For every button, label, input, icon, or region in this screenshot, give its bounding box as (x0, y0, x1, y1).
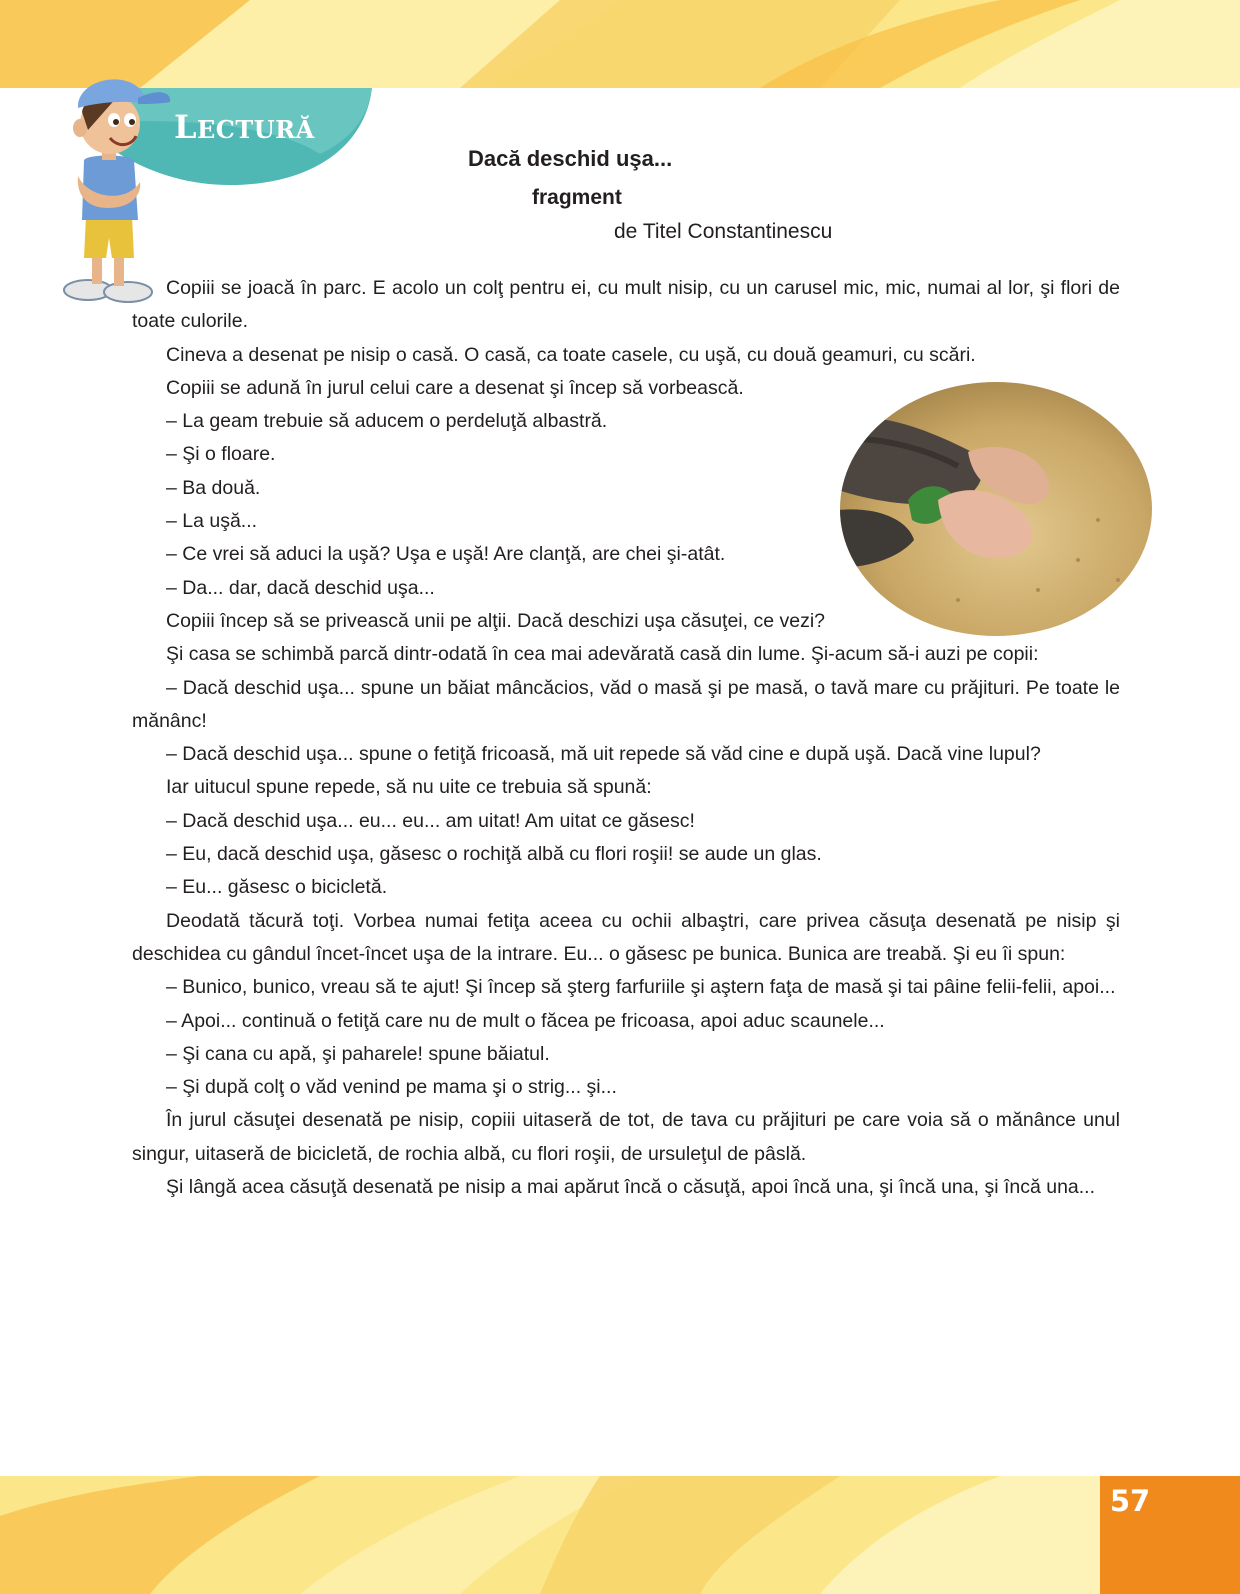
story-paragraph: Deodată tăcură toţi. Vorbea numai fetiţa aceea cu ochii albaştri, care privea căsuţa desenată pe nisip şi deschidea cu gândul încet-încet uşa de la intrare. Eu... o găsesc pe bunica. Bunica are treabă. Şi eu îi spun: (132, 909, 1120, 965)
dialogue-line: – Dacă deschid uşa... spune o fetiţă fricoasă, mă uit repede să văd cine e după uşă. Dacă vine lupul? (166, 743, 1041, 766)
section-label: LECTURĂ (174, 108, 315, 146)
dialogue-line: – Ba două. (166, 476, 261, 499)
dialogue-line: – Dacă deschid uşa... spune un băiat mâncăcios, văd o masă şi pe masă, o tavă mare cu prăjituri. Pe toate le mănânc! (132, 676, 1120, 732)
dialogue-line: – La uşă... (166, 510, 258, 533)
story-paragraph: În jurul căsuţei desenată pe nisip, copiii uitaseră de tot, de tava cu prăjituri pe care voia să o mănânce unul singur, uitaseră de bicicletă, de rochia albă, cu flori roşii, de ursuleţul de pâslă. (132, 1109, 1120, 1165)
story-body (132, 272, 1120, 1204)
bottom-decorative-band (0, 1476, 1240, 1594)
story-paragraph: Iar uitucul spune repede, să nu uite ce trebuia să spună: (166, 776, 652, 799)
dialogue-line: – La geam trebuie să aducem o perdeluţă albastră. (166, 410, 608, 433)
dialogue-line: – Şi cana cu apă, şi paharele! spune băiatul. (166, 1042, 550, 1065)
dialogue-line: – Ce vrei să aduci la uşă? Uşa e uşă! Are clanţă, are chei şi-atât. (166, 543, 726, 566)
story-paragraph: Şi lângă acea căsuţă desenată pe nisip a mai apărut încă o căsuţă, apoi încă una, şi încă una, şi încă una... (166, 1176, 1096, 1199)
story-author: de Titel Constantinescu (614, 220, 833, 243)
story-paragraph: Cineva a desenat pe nisip o casă. O casă, ca toate casele, cu uşă, cu două geamuri, cu scări. (166, 343, 976, 366)
dialogue-line: – Apoi... continuă o fetiţă care nu de mult o făcea pe fricoasa, apoi aduc scaunele... (166, 1009, 885, 1032)
dialogue-line: – Bunico, bunico, vreau să te ajut! Şi încep să şterg farfuriile şi aştern faţa de masă şi tai pâine felii-felii, apoi... (166, 976, 1116, 999)
dialogue-line: – Eu... găsesc o bicicletă. (166, 876, 388, 899)
story-paragraph: Copiii se adună în jurul celui care a desenat şi încep să vorbească. (166, 376, 744, 399)
dialogue-line: – Dacă deschid uşa... eu... eu... am uitat! Am uitat ce găsesc! (166, 809, 695, 832)
story-title: Dacă deschid uşa... (468, 146, 673, 171)
story-subtitle: fragment (532, 186, 622, 209)
page-number: 57 (1109, 1484, 1151, 1518)
dialogue-line: – Şi o floare. (166, 443, 276, 466)
story-paragraph: Copiii încep să se privească unii pe alţii. Dacă deschizi uşa căsuţei, ce vezi? (166, 609, 826, 632)
dialogue-line: – Şi după colţ o văd venind pe mama şi o strig... şi... (166, 1076, 617, 1099)
dialogue-line: – Eu, dacă deschid uşa, găsesc o rochiţă albă cu flori roşii! se aude un glas. (166, 843, 822, 866)
dialogue-line: – Da... dar, dacă deschid uşa... (166, 576, 435, 599)
top-decorative-band (0, 0, 1240, 88)
story-paragraph: Şi casa se schimbă parcă dintr-odată în cea mai adevărată casă din lume. Şi-acum să-i auzi pe copii: (166, 643, 1039, 666)
story-paragraph: Copiii se joacă în parc. E acolo un colţ pentru ei, cu mult nisip, cu un carusel mic, mic, numai al lor, şi flori de toate culorile. (132, 277, 1120, 333)
